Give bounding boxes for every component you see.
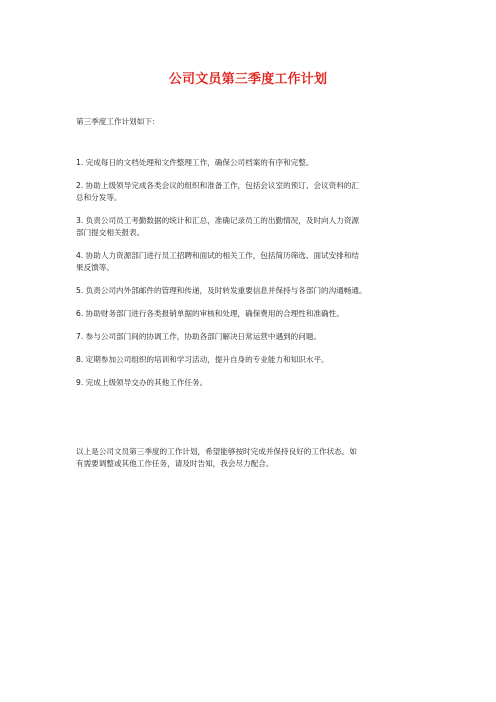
document-title: 公司文员第三季度工作计划 (168, 72, 328, 87)
closing-paragraph: 以上是公司文员第三季度的工作计划，希望能够按时完成并保持良好的工作状态。如 有需要调整或其他工作任务，请及时告知，我会尽力配合。 (76, 447, 357, 468)
plan-item-8: 8. 定期参加公司组织的培训和学习活动，提升自身的专业能力和知识水平。 (76, 355, 329, 364)
plan-item-5: 5. 负责公司内外部邮件的管理和传递，及时转发重要信息并保持与各部门的沟通畅通。 (76, 286, 367, 295)
intro-text: 第三季度工作计划如下： (76, 117, 160, 126)
plan-item-7: 7. 参与公司部门间的协调工作，协助各部门解决日常运营中遇到的问题。 (76, 332, 322, 341)
plan-list (76, 157, 436, 400)
plan-item-1: 1. 完成每日的文档处理和文件整理工作，确保公司档案的有序和完整。 (76, 158, 314, 167)
plan-item-3: 3. 负责公司员工考勤数据的统计和汇总，准确记录员工的出勤情况，及时向人力资源 部门提交相关报表。 (76, 216, 360, 237)
plan-item-9: 9. 完成上级领导交办的其他工作任务。 (76, 378, 208, 387)
plan-item-2: 2. 协助上级领导完成各类会议的组织和准备工作，包括会议室的预订、会议资料的汇 总和分发等。 (76, 181, 360, 202)
plan-item-4: 4. 协助人力资源部门进行员工招聘和面试的相关工作，包括简历筛选、面试安排和结 果反馈等。 (76, 251, 360, 272)
plan-item-6: 6. 协助财务部门进行各类报销单据的审核和处理，确保费用的合理性和准确性。 (76, 309, 344, 318)
